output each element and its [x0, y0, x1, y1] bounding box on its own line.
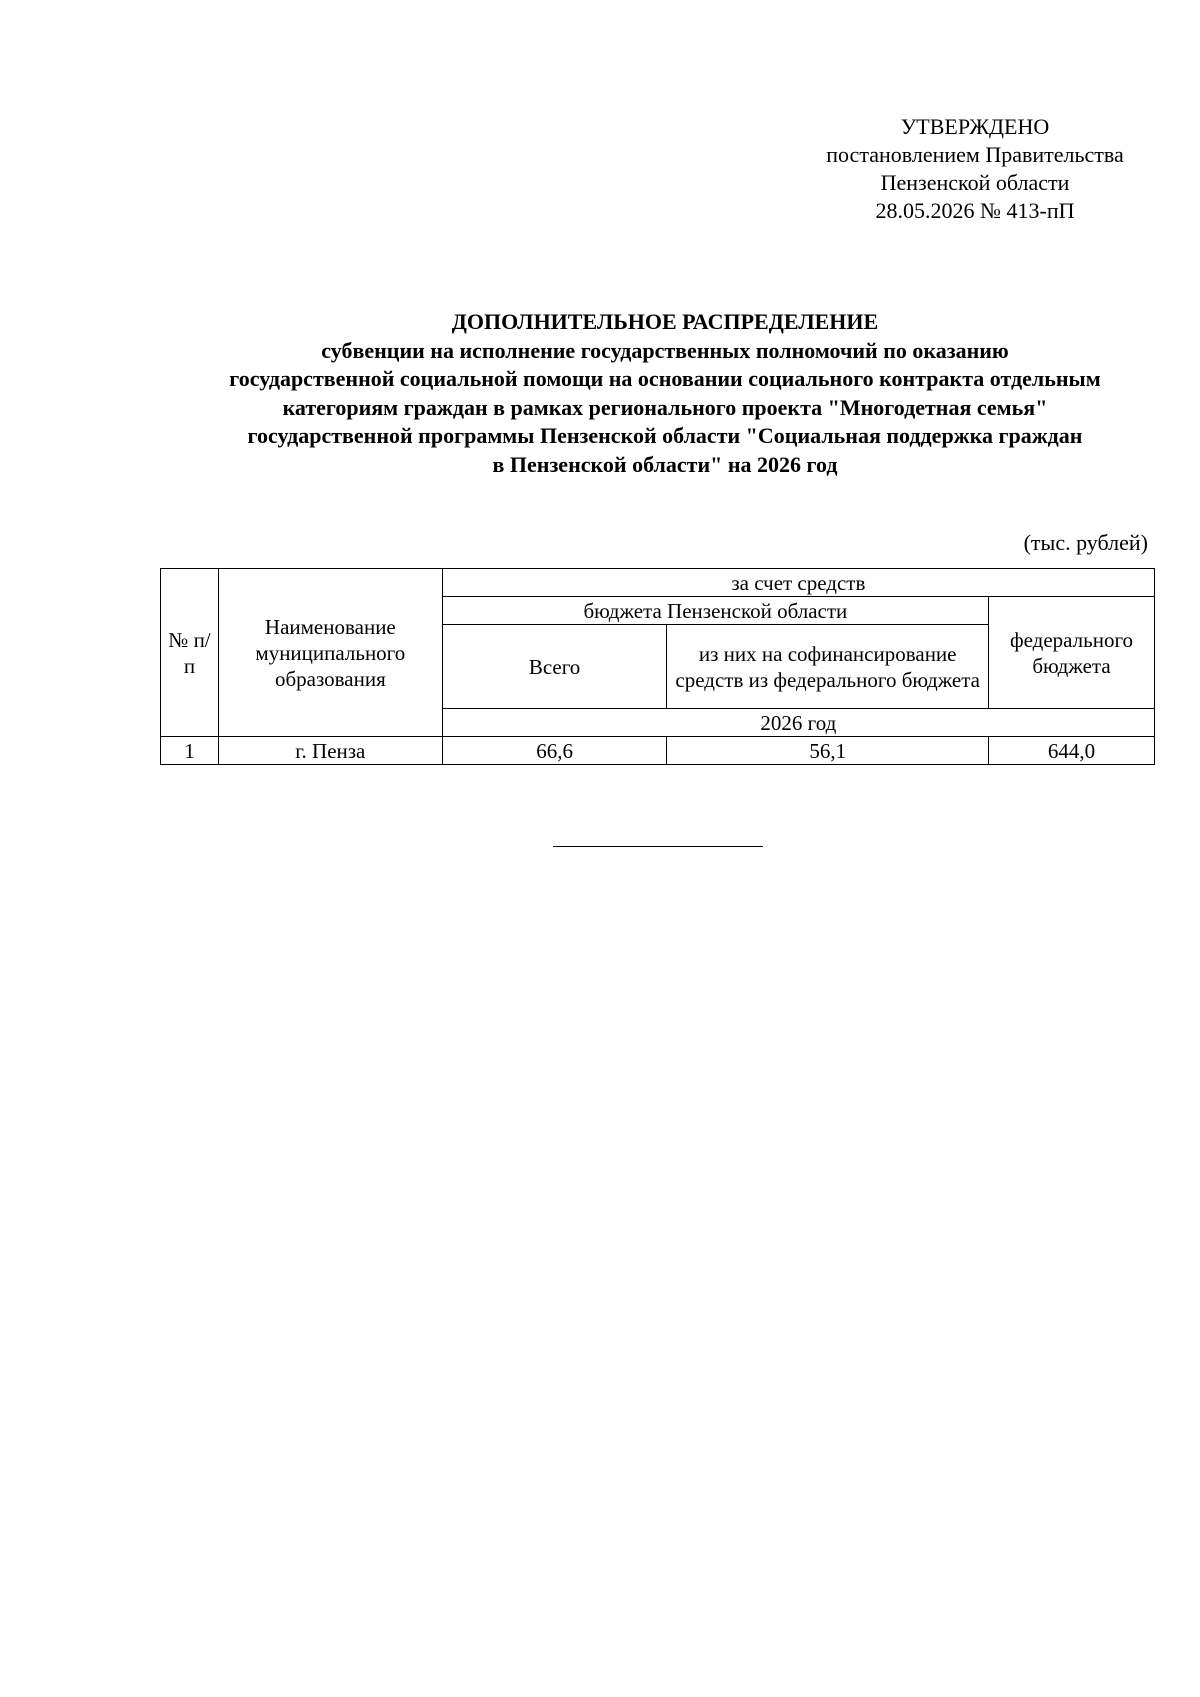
cell-municipality: г. Пенза	[218, 737, 442, 765]
document-title	[160, 308, 1170, 479]
title-line: субвенции на исполнение государственных полномочий по оказанию	[321, 337, 1009, 363]
header-cofinancing: из них на софинансирование средств из федерального бюджета	[667, 625, 989, 709]
approval-region: Пензенской области	[880, 170, 1070, 195]
approval-issuer: постановлением Правительства	[826, 142, 1124, 167]
end-separator	[553, 846, 763, 847]
cell-cofinancing: 56,1	[667, 737, 989, 765]
distribution-table	[160, 568, 1155, 765]
approval-label: УТВЕРЖДЕНО	[900, 114, 1050, 139]
approval-stamp	[790, 113, 1160, 225]
header-year: 2026 год	[442, 709, 1154, 737]
table-row	[161, 737, 1155, 765]
header-federal-budget: федерального бюджета	[989, 597, 1155, 709]
cell-federal: 644,0	[989, 737, 1155, 765]
title-line: государственной программы Пензенской области "Социальная поддержка граждан	[247, 423, 1083, 448]
title-line: в Пензенской области" на 2026 год	[492, 451, 838, 477]
header-regional-budget: бюджета Пензенской области	[442, 597, 988, 625]
header-funds: за счет средств	[442, 569, 1154, 597]
header-total: Всего	[442, 625, 667, 709]
cell-num: 1	[161, 737, 219, 765]
header-num: № п/п	[161, 569, 219, 737]
approval-date-number: 28.05.2026 № 413-пП	[875, 198, 1075, 223]
header-municipality: Наименование муниципального образования	[218, 569, 442, 737]
units-note: (тыс. рублей)	[1023, 530, 1148, 555]
title-line: категориям граждан в рамках регионального проекта "Многодетная семья"	[282, 394, 1048, 420]
cell-total: 66,6	[442, 737, 667, 765]
title-line: государственной социальной помощи на основании социального контракта отдельным	[229, 366, 1101, 391]
title-heading: ДОПОЛНИТЕЛЬНОЕ РАСПРЕДЕЛЕНИЕ	[451, 309, 879, 334]
